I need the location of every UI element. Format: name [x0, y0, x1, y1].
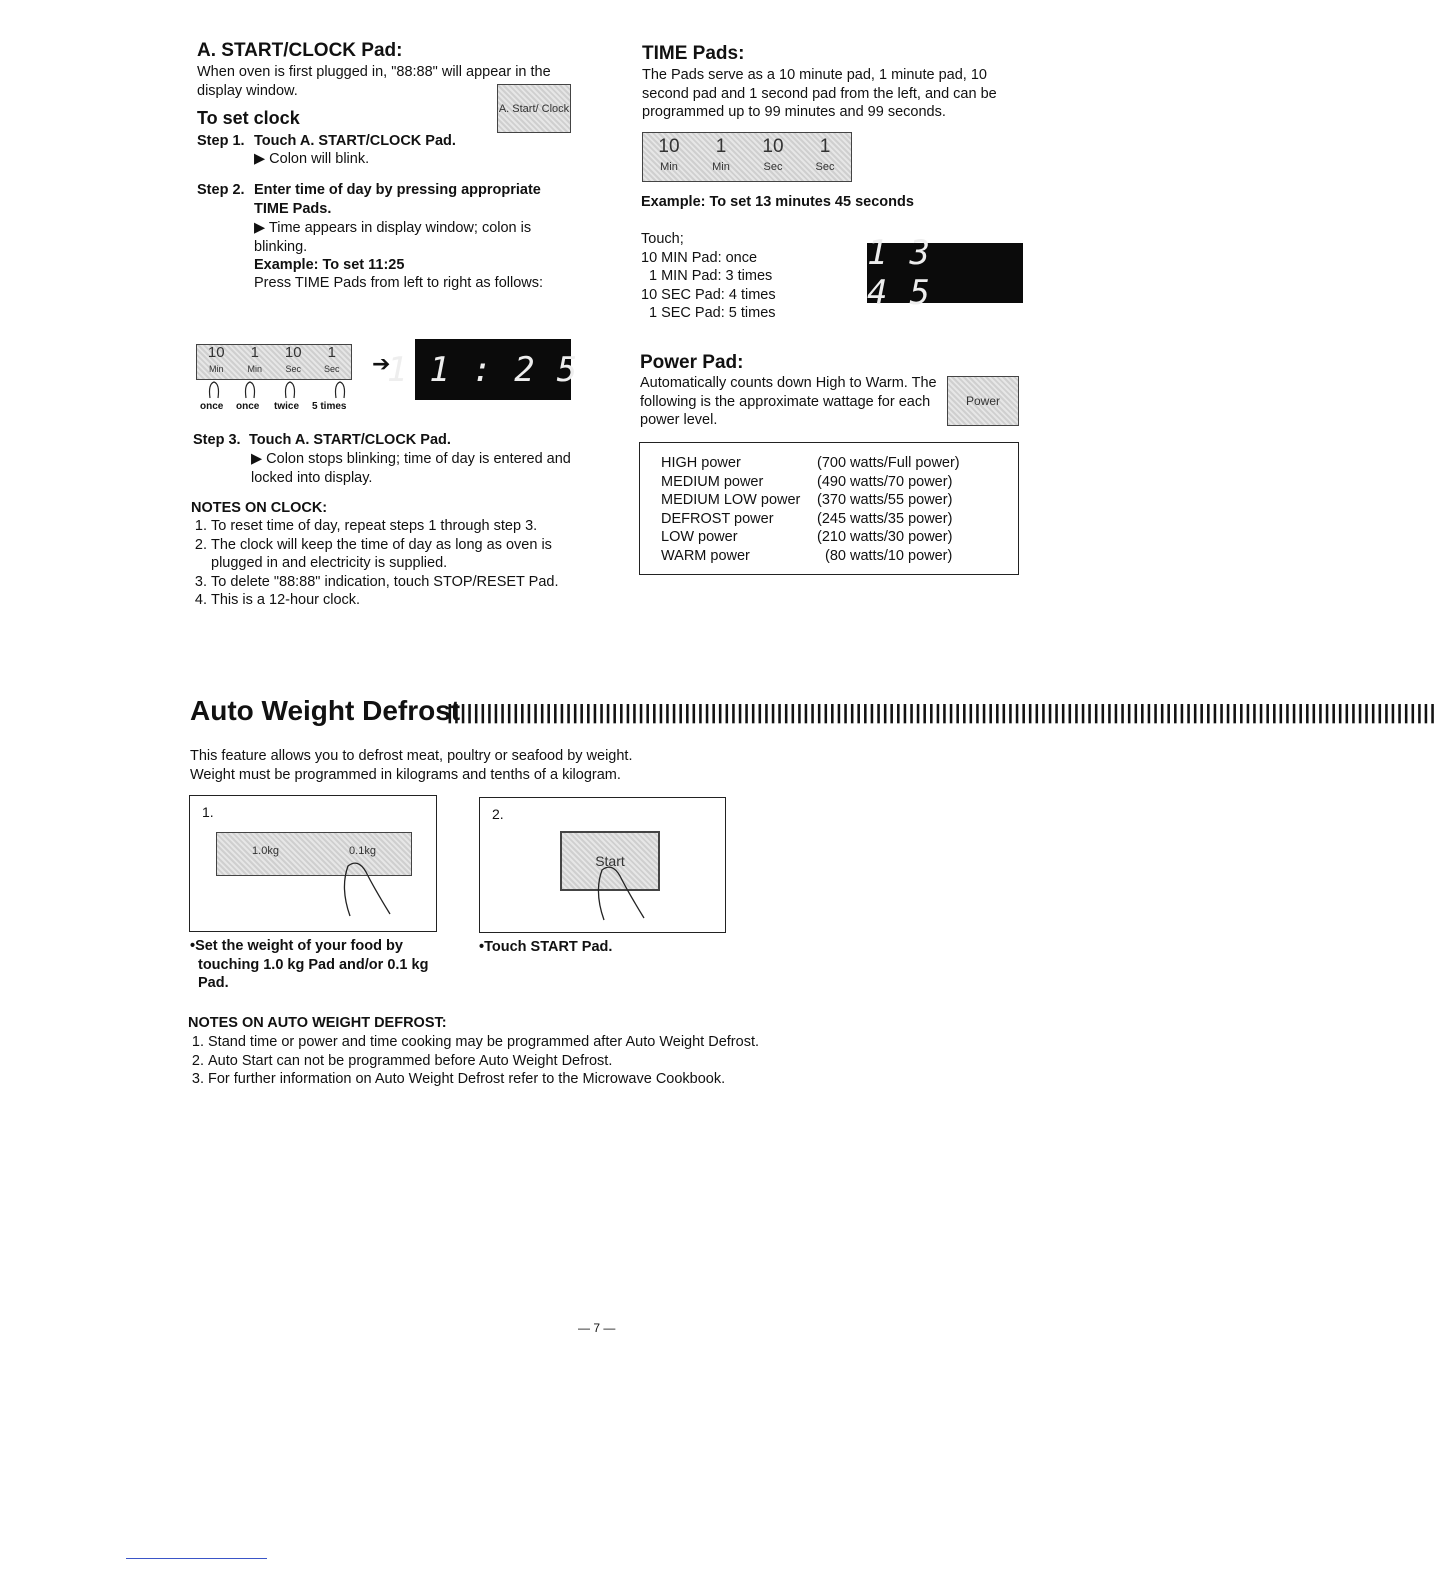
table-row: DEFROST power (245 watts/35 power)	[661, 510, 953, 527]
pad-1-min[interactable]: 1 Min	[247, 344, 262, 374]
defrost-step1-caption: •Set the weight of your food by touching 1.0 kg Pad and/or 0.1 kg Pad.	[190, 938, 429, 991]
footnote-rule	[126, 1558, 267, 1559]
touch-line: 10 MIN Pad: once	[641, 249, 758, 266]
list-item: 3. For further information on Auto Weight Defrost refer to the Microwave Cookbook.	[208, 1070, 828, 1089]
list-item: 3. To delete "88:88" indication, touch STOP/RESET Pad.	[211, 573, 596, 592]
set-clock-title: To set clock	[197, 108, 300, 128]
press-count: 5 times	[312, 401, 347, 412]
step2-text: Enter time of day by pressing appropriate TIME Pads.	[254, 182, 541, 217]
pad-10-sec[interactable]: 10 Sec	[762, 136, 784, 173]
clock-title: A. START/CLOCK Pad:	[197, 40, 403, 61]
touch-line: 10 SEC Pad: 4 times	[641, 286, 776, 303]
power-levels-table	[639, 442, 1019, 575]
finger-press-icon	[196, 376, 361, 400]
list-item: 1. Stand time or power and time cooking may be programmed after Auto Weight Defrost.	[208, 1033, 828, 1052]
power-pad[interactable]: Power	[947, 376, 1019, 426]
pad-10-sec[interactable]: 10 Sec	[284, 344, 302, 374]
step1-label: Step 1.	[197, 133, 245, 149]
defrost-notes	[188, 1033, 828, 1089]
step2-press: Press TIME Pads from left to right as follows:	[254, 275, 544, 291]
power-intro: Automatically counts down High to Warm. The following is the approximate wattage for each power level.	[640, 375, 937, 428]
time-display: 13 45	[867, 243, 1023, 303]
start-pad[interactable]: Start	[560, 831, 660, 891]
step-number: 2.	[492, 806, 504, 822]
press-count: twice	[274, 401, 300, 412]
table-row: WARM power (80 watts/10 power)	[661, 547, 953, 564]
time-pads-strip	[196, 344, 352, 380]
touch-line: Touch;	[641, 231, 684, 247]
defrost-notes-title: NOTES ON AUTO WEIGHT DEFROST:	[188, 1015, 447, 1031]
step-number: 1.	[202, 804, 214, 820]
step2-label: Step 2.	[197, 182, 245, 198]
step2-note: ▶ Time appears in display window; colon is blinking.	[254, 220, 532, 255]
defrost-intro-1: This feature allows you to defrost meat, poultry or seafood by weight.	[190, 748, 633, 764]
pad-1kg[interactable]: 1.0kg	[252, 845, 279, 857]
time-intro: The Pads serve as a 10 minute pad, 1 minute pad, 10 second pad and 1 second pad from the left, and can be programmed up to 99 minutes and 99 seconds.	[642, 67, 997, 120]
time-example: Example: To set 13 minutes 45 seconds	[641, 194, 914, 210]
press-counts	[200, 401, 365, 412]
table-row: HIGH power (700 watts/Full power)	[661, 455, 960, 471]
step3-text: Touch A. START/CLOCK Pad.	[249, 432, 451, 448]
pad-10-min[interactable]: 10 Min	[658, 136, 680, 173]
start-clock-pad[interactable]: A. Start/ Clock	[497, 84, 571, 133]
page-number: — 7 —	[578, 1321, 616, 1335]
time-touch-lines	[641, 230, 776, 323]
pad-1-sec[interactable]: 1 Sec	[323, 344, 340, 374]
pad-01kg[interactable]: 0.1kg	[349, 845, 376, 857]
list-item: 4. This is a 12-hour clock.	[211, 591, 596, 610]
step2-example: Example: To set 11:25	[254, 257, 405, 273]
power-title: Power Pad:	[640, 352, 744, 373]
table-row: LOW power (210 watts/30 power)	[661, 529, 953, 545]
step3-note: ▶ Colon stops blinking; time of day is entered and locked into display.	[251, 451, 571, 486]
press-count: once	[200, 401, 224, 412]
pad-1-min[interactable]: 1 Min	[712, 136, 730, 173]
arrow-right-icon: ➔	[372, 351, 391, 376]
defrost-intro-2: Weight must be programmed in kilograms and tenths of a kilogram.	[190, 767, 621, 783]
time-pads-strip-2	[642, 132, 852, 182]
step1-note: ▶ Colon will blink.	[254, 151, 370, 167]
pad-1-sec[interactable]: 1 Sec	[815, 136, 835, 173]
clock-intro: When oven is first plugged in, "88:88" will appear in the display window.	[197, 64, 551, 99]
defrost-step2-caption: •Touch START Pad.	[479, 939, 613, 955]
defrost-step2-box	[479, 797, 726, 933]
clock-display: 11:25	[415, 339, 571, 400]
touch-line: 1 SEC Pad: 5 times	[649, 305, 776, 321]
clock-notes	[191, 517, 596, 610]
list-item: 2. Auto Start can not be programmed before Auto Weight Defrost.	[208, 1052, 828, 1071]
table-row: MEDIUM power (490 watts/70 power)	[661, 473, 953, 490]
step1-text: Touch A. START/CLOCK Pad.	[254, 133, 456, 149]
table-row: MEDIUM LOW power (370 watts/55 power)	[661, 492, 953, 508]
finger-press-icon	[330, 858, 400, 918]
press-count: once	[236, 401, 260, 412]
step3-label: Step 3.	[193, 432, 241, 448]
touch-line: 1 MIN Pad: 3 times	[649, 268, 773, 284]
finger-press-icon	[584, 862, 654, 922]
time-title: TIME Pads:	[642, 43, 745, 64]
pad-10-min[interactable]: 10 Min	[207, 344, 225, 374]
list-item: 2. The clock will keep the time of day as long as oven is plugged in and electricity is supplied.	[211, 536, 596, 573]
clock-notes-title: NOTES ON CLOCK:	[191, 500, 328, 516]
decorative-bars: ||||||||||||||||||||||||||||||||||||||||||||||||||||||||||||||||||||||||||||||||||||||||||||||||||||||||||||||||||||||||||||||||||||||||||||||||||||||	[447, 702, 1436, 724]
defrost-title: Auto Weight Defrost	[190, 695, 461, 726]
list-item: 1. To reset time of day, repeat steps 1 through step 3.	[211, 517, 596, 536]
defrost-step1-box	[189, 795, 437, 932]
